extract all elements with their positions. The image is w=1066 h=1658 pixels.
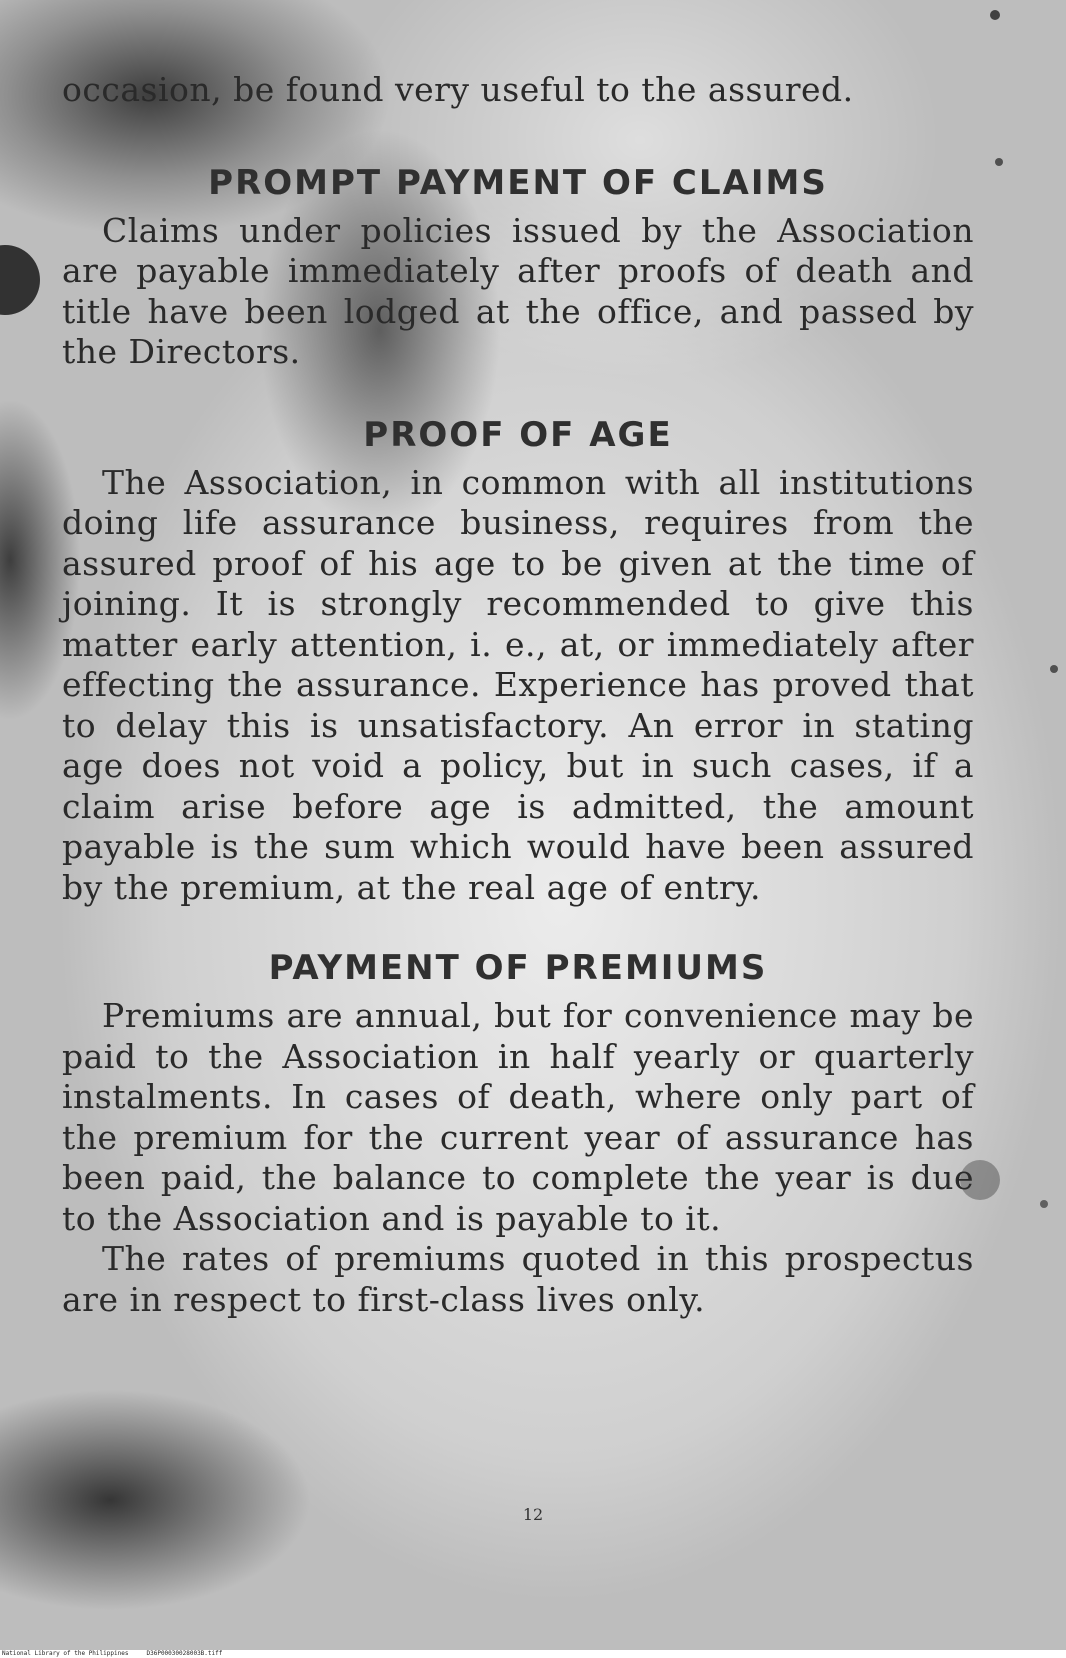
page-number: 12: [522, 1505, 544, 1524]
heading-prompt-payment-of-claims: PROMPT PAYMENT OF CLAIMS: [208, 162, 828, 203]
intro-text: occasion, be found very useful to the assured.: [62, 70, 854, 109]
paragraph-prompt-payment-of-claims: Claims under policies issued by the Association are payable immediately after proofs of death and title have been lodged at the office, and passed by the Directors.: [62, 210, 974, 371]
ink-blot: [990, 10, 1000, 20]
page-content: [62, 70, 974, 1320]
ink-blot: [0, 245, 40, 315]
paragraph-proof-of-age: The Association, in common with all institutions doing life assurance business, requires from the assured proof of his age to be given at the time of joining. It is strongly recommended to give this matter early attention, i. e., at, or immediately after effecting the assurance. Experience has proved that to delay this is unsatisfactory. An error in stating age does not void a policy, but in such cases, if a claim arise before age is admitted, the amount payable is the sum which would have been assured by the premium, at the real age of entry.: [62, 462, 974, 907]
ink-blot: [995, 158, 1003, 166]
ink-blot: [1040, 1200, 1048, 1208]
paragraph-premium-rates: The rates of premiums quoted in this prospectus are in respect to first-class lives only.: [62, 1239, 974, 1319]
paragraph-payment-of-premiums: Premiums are annual, but for convenience may be paid to the Association in half yearly or quarterly instalments. In cases of death, where only part of the premium for the current year of assurance has been paid, the balance to complete the year is due to the Association and is payable to it.: [62, 996, 974, 1238]
archive-footer: National Library of the Philippines D36P00030028003B.tiff: [0, 1650, 1066, 1658]
heading-proof-of-age: PROOF OF AGE: [363, 414, 673, 455]
heading-payment-of-premiums: PAYMENT OF PREMIUMS: [268, 948, 768, 988]
ink-blot: [1050, 665, 1058, 673]
